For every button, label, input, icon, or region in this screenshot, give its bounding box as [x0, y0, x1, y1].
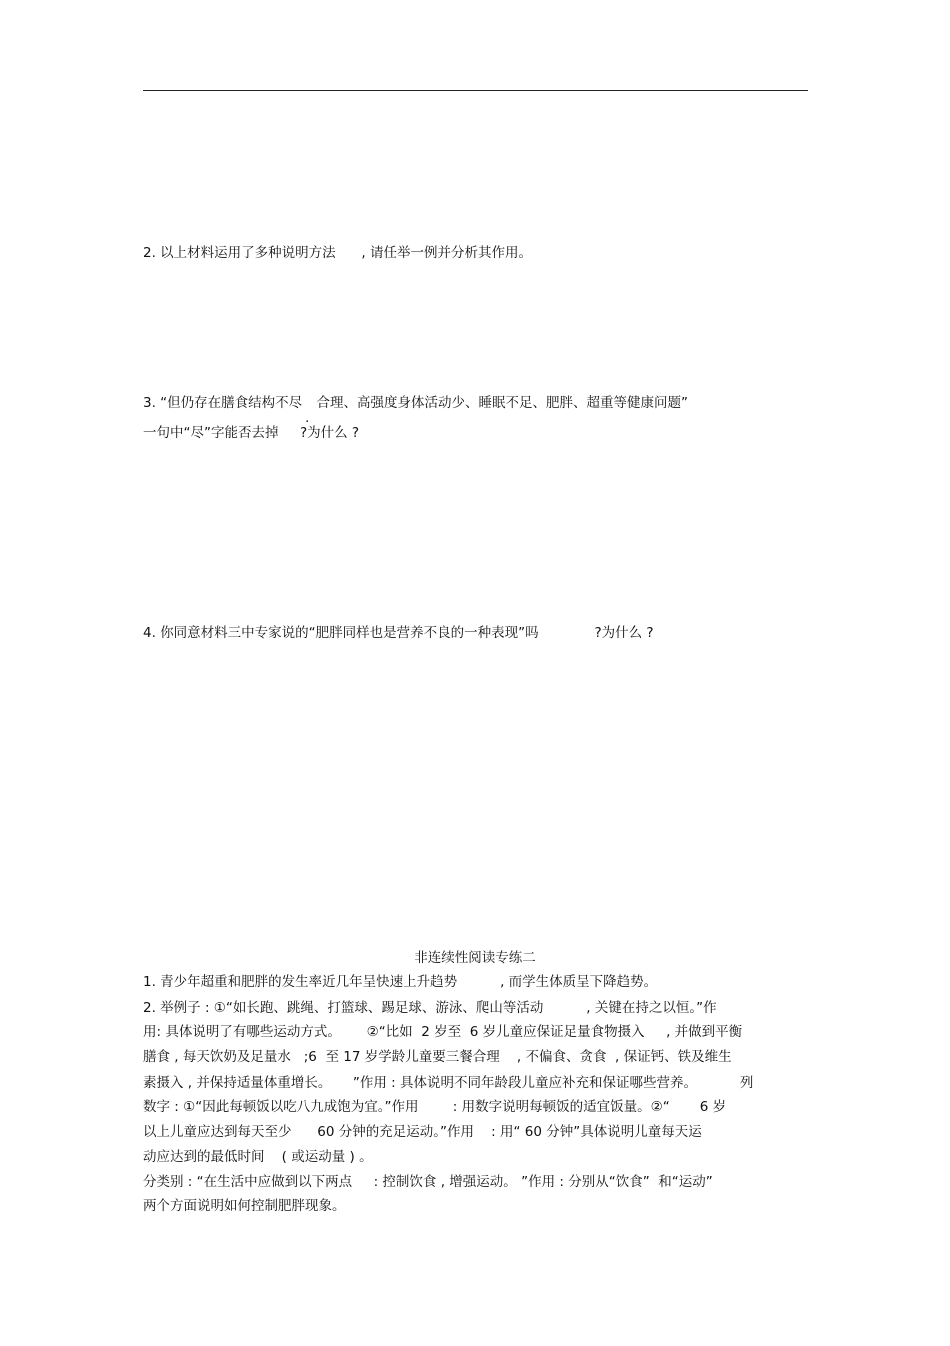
- emphasis-dot: .: [305, 411, 310, 426]
- question-2: 2. 以上材料运用了多种说明方法 , 请任举一例并分析其作用。: [143, 245, 533, 261]
- answer-line: 两个方面说明如何控制肥胖现象。: [143, 1198, 346, 1214]
- question-4: 4. 你同意材料三中专家说的“肥胖同样也是营养不良的一种表现”吗 ?为什么 ?: [143, 625, 654, 641]
- answer-line: 用: 具体说明了有哪些运动方式。 ②“比如 2 岁至 6 岁儿童应保证足量食物摄入 , 并做到平衡: [143, 1024, 743, 1040]
- question-3-part-b: 合理、高强度身体活动少、睡眠不足、肥胖、超重等健康问题”: [312, 395, 688, 411]
- question-3-line-2: 一句中“尽”字能否去掉 ?为什么 ?: [143, 425, 360, 441]
- top-divider: [143, 90, 808, 91]
- answer-line: 分类别 : “在生活中应做到以下两点 : 控制饮食 , 增强运动。 ”作用 : 分别从“饮食” 和“运动”: [143, 1174, 713, 1190]
- answer-line: 素摄入 , 并保持适量体重增长。 ”作用 : 具体说明不同年龄段儿童应补充和保证哪些营养。 列: [143, 1075, 754, 1091]
- answers-title: 非连续性阅读专练二: [414, 950, 536, 966]
- answer-line: 2. 举例子 : ①“如长跑、跳绳、打篮球、踢足球、游泳、爬山等活动 , 关键在持之以恒。”作: [143, 1000, 717, 1016]
- answer-line: 1. 青少年超重和肥胖的发生率近几年呈快速上升趋势 , 而学生体质呈下降趋势。: [143, 974, 658, 990]
- answer-line: 动应达到的最低时间 ( 或运动量 ) 。: [143, 1149, 373, 1165]
- question-3-line-1: [143, 394, 688, 426]
- question-3-part-a: 3. “但仍存在膳食结构不尽: [143, 395, 303, 411]
- answer-line: 膳食 , 每天饮奶及足量水 ;6 至 17 岁学龄儿童要三餐合理 , 不偏食、贪食 , 保证钙、铁及维生: [143, 1049, 732, 1065]
- answer-line: 以上儿童应达到每天至少 60 分钟的充足运动。”作用 : 用“ 60 分钟”具体说明儿童每天运: [143, 1124, 702, 1140]
- answer-line: 数字 : ①“因此每顿饭以吃八九成饱为宜。”作用 : 用数字说明每顿饭的适宜饭量。②“ 6 岁: [143, 1099, 727, 1115]
